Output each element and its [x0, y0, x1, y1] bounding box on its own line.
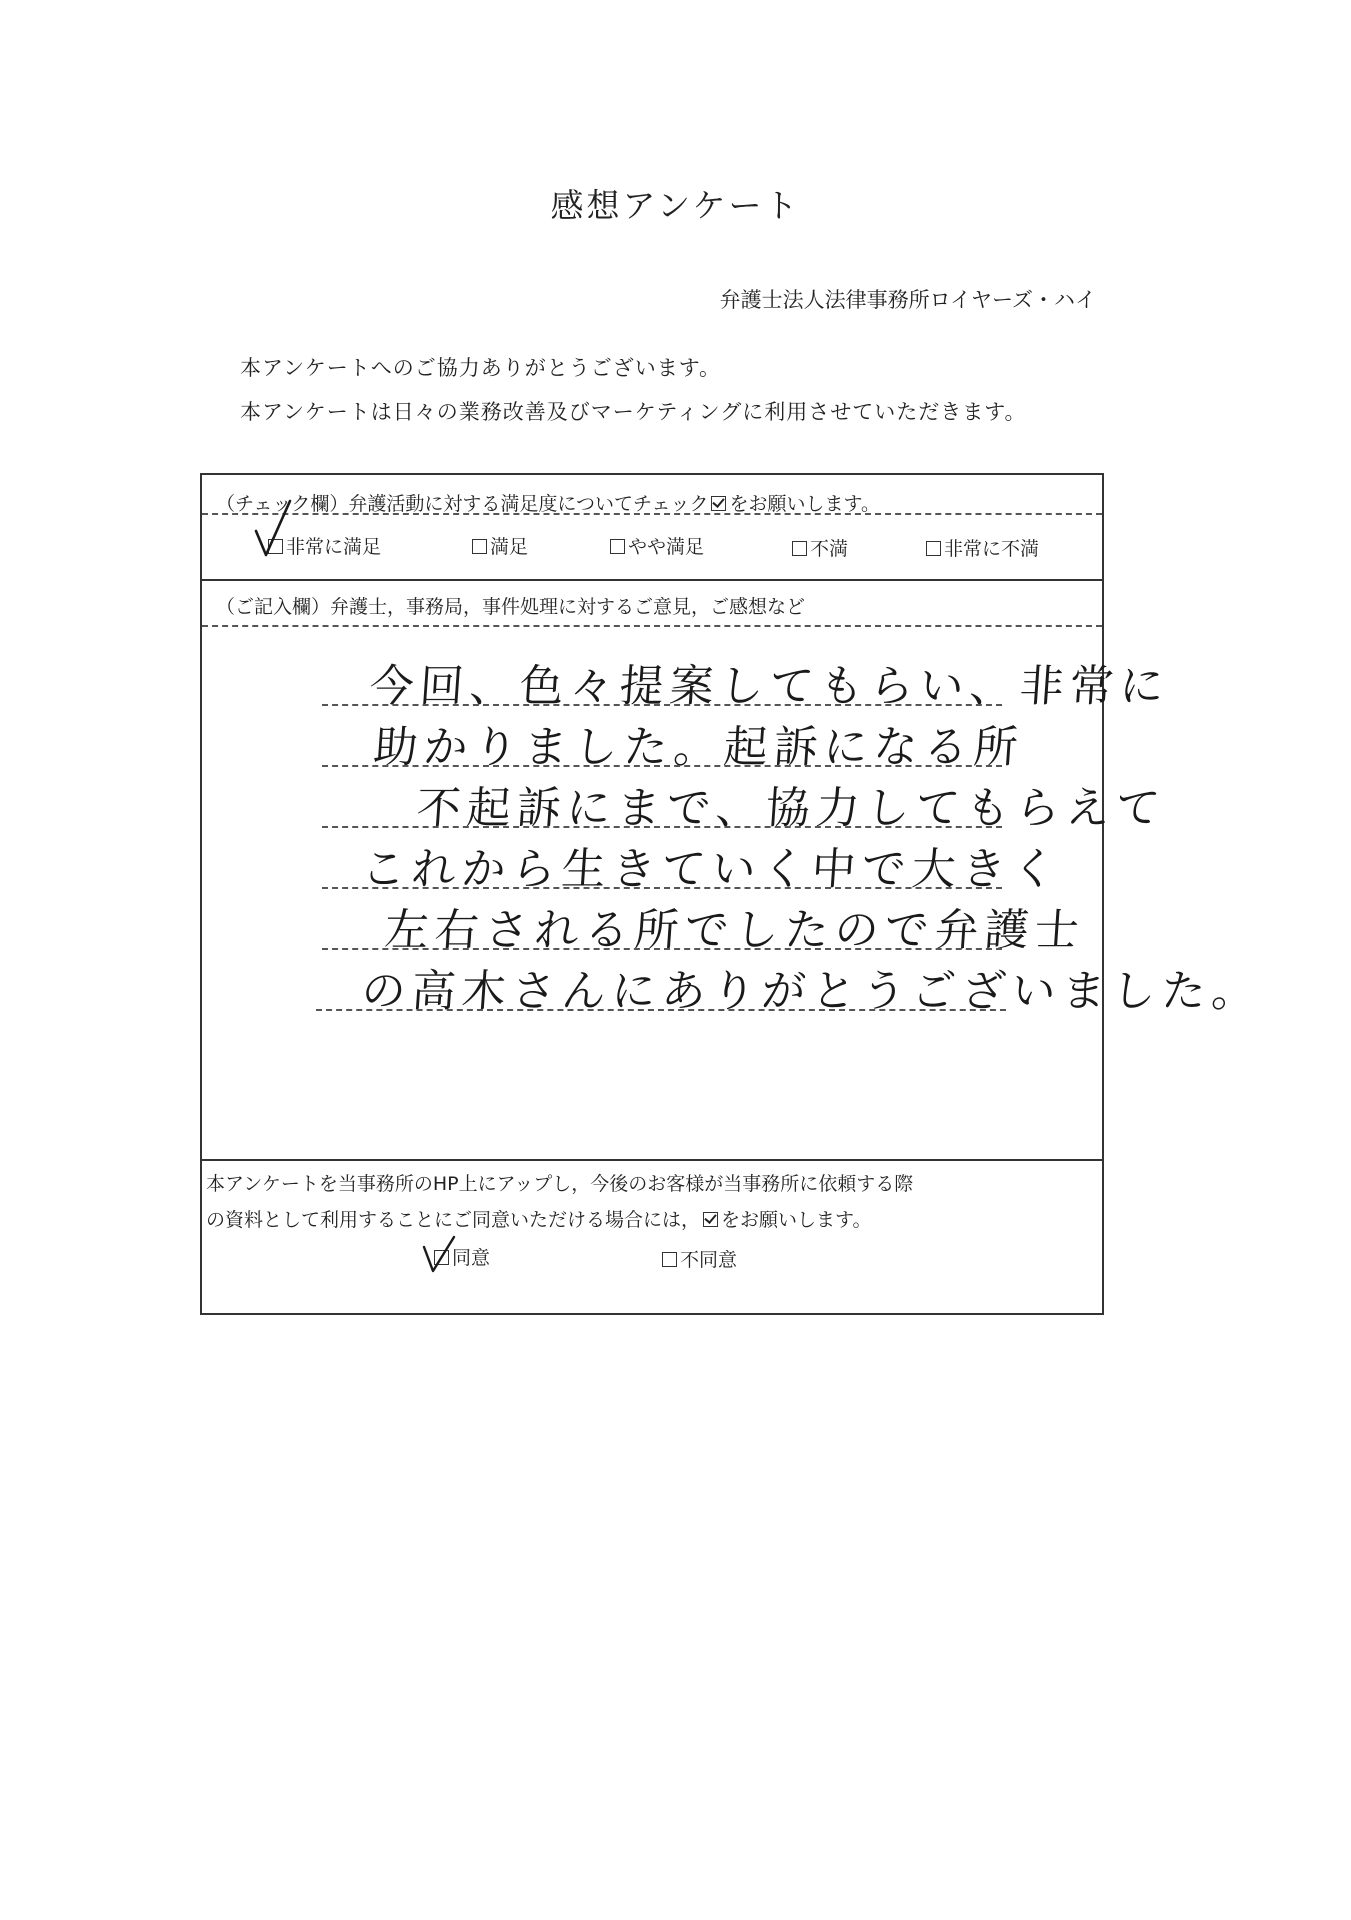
option-label: 非常に不満 [944, 538, 1040, 560]
comment-line-6: の高木さんにありがとうございました。 [359, 966, 1264, 1017]
consent-text-2 [206, 1205, 872, 1232]
comment-line-1: 今回、色々提案してもらい、非常に [367, 661, 1172, 712]
handwritten-check-mark-icon [420, 1233, 460, 1275]
survey-title: 感想アンケート [550, 186, 801, 225]
writing-line [316, 1009, 1006, 1011]
writing-line [322, 887, 1002, 889]
consent-text-2-main: の資料として利用することにご同意いただける場合には， [206, 1209, 701, 1231]
writing-line [322, 948, 1002, 950]
survey-form [200, 473, 1264, 1315]
option-very-dissatisfied[interactable] [926, 534, 1039, 561]
divider [202, 625, 1102, 627]
comment-line-5: 左右される所でしたので弁護士 [382, 905, 1087, 956]
checked-box-icon [711, 496, 726, 511]
option-label: 満足 [490, 536, 529, 558]
divider [202, 513, 1102, 515]
handwritten-check-mark-icon [252, 497, 302, 561]
consent-option-disagree[interactable] [662, 1245, 737, 1272]
option-label: やや満足 [628, 536, 705, 558]
comment-line-2: 助かりました。起訴になる所 [371, 722, 1026, 773]
writing-line [322, 826, 1002, 828]
divider [202, 579, 1102, 581]
firm-name: 弁護士法人法律事務所ロイヤーズ・ハイ [719, 288, 1096, 312]
checkbox-icon[interactable] [792, 541, 807, 556]
option-dissatisfied[interactable] [792, 534, 848, 561]
checkbox-icon[interactable] [610, 539, 625, 554]
checkbox-icon[interactable] [472, 539, 487, 554]
divider [202, 1159, 1102, 1161]
comment-line-4: これから生きていく中で大きく [359, 844, 1064, 895]
intro-line-2: 本アンケートは日々の業務改善及びマーケティングに利用させていただきます。 [240, 400, 1027, 424]
intro-line-1: 本アンケートへのご協力ありがとうございます。 [240, 356, 722, 380]
checked-box-icon [703, 1212, 718, 1227]
check-header-suffix: をお願いします。 [729, 493, 880, 515]
consent-text-2-suffix: をお願いします。 [721, 1209, 872, 1231]
check-header-text: （チェック欄）弁護活動に対する満足度についてチェック [216, 493, 709, 515]
check-section-header [216, 489, 880, 516]
consent-text-1: 本アンケートを当事務所のHP上にアップし，今後のお客様が当事務所に依頼する際 [206, 1173, 914, 1195]
checkbox-icon[interactable] [662, 1252, 677, 1267]
comment-line-3: 不起訴にまで、協力してもらえて [414, 783, 1168, 834]
option-label: 同意 [452, 1247, 491, 1269]
writing-line [322, 765, 1002, 767]
writing-line [322, 704, 1002, 706]
option-somewhat-satisfied[interactable] [610, 532, 704, 559]
comment-section-header: （ご記入欄）弁護士，事務局，事件処理に対するご意見，ご感想など [216, 596, 806, 618]
option-label: 不満 [810, 538, 849, 560]
option-label: 不同意 [680, 1249, 738, 1271]
option-satisfied[interactable] [472, 532, 528, 559]
option-label: 非常に満足 [286, 536, 382, 558]
checkbox-icon[interactable] [926, 541, 941, 556]
